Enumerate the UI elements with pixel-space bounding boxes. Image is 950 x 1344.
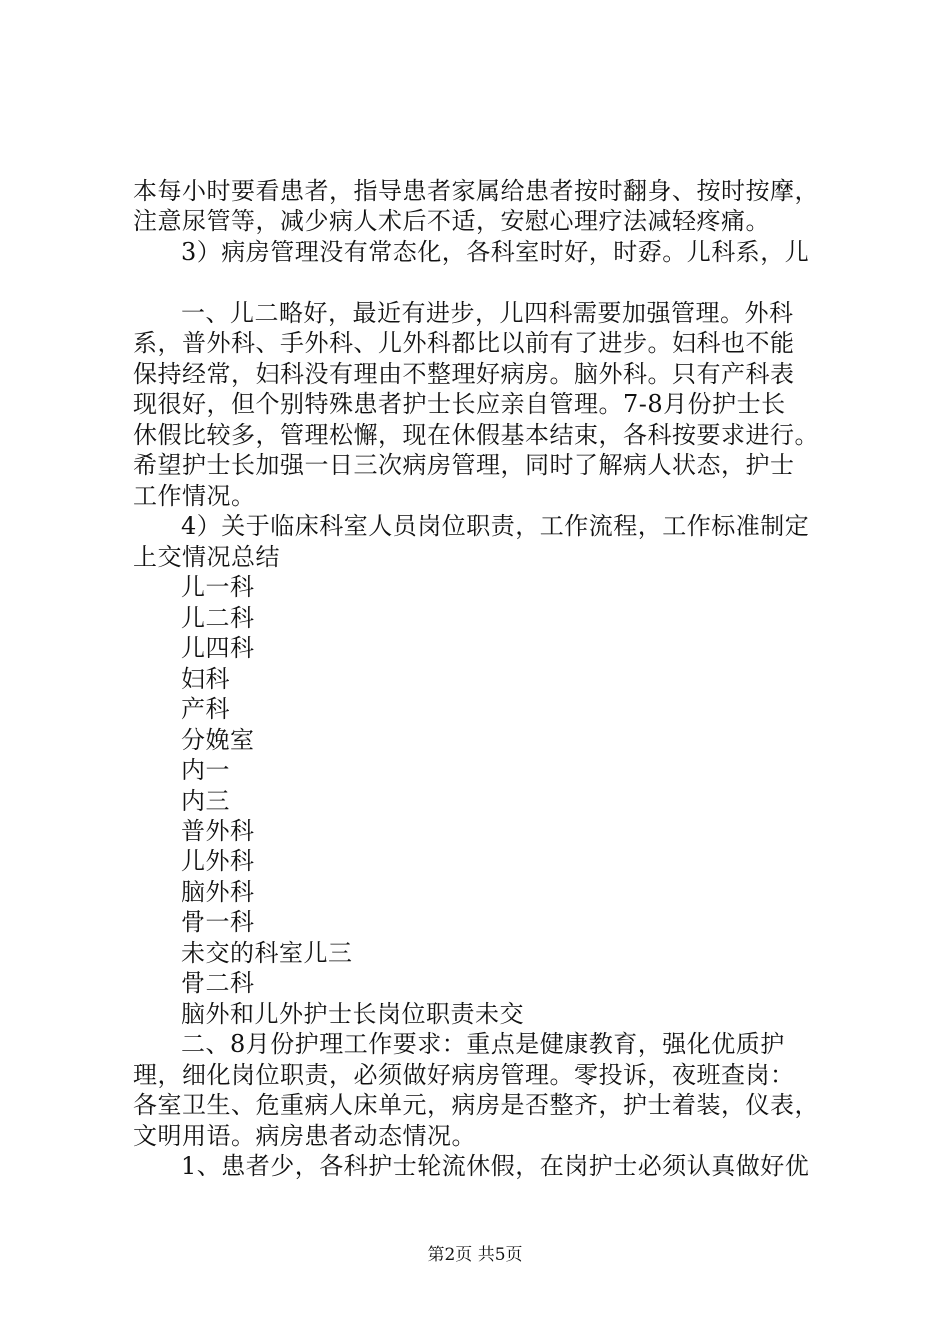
list-item: 分娩室 bbox=[181, 726, 255, 754]
paragraph-line: 系，普外科、手外科、儿外科都比以前有了进步。妇科也不能 bbox=[133, 329, 795, 357]
paragraph-line: 希望护士长加强一日三次病房管理，同时了解病人状态，护士 bbox=[133, 451, 795, 479]
paragraph-line: 1、患者少，各科护士轮流休假，在岗护士必须认真做好优 bbox=[181, 1152, 810, 1180]
list-item: 普外科 bbox=[181, 817, 255, 845]
list-item: 骨二科 bbox=[181, 969, 255, 997]
list-item: 未交的科室儿三 bbox=[181, 939, 353, 967]
paragraph-line: 工作情况。 bbox=[133, 482, 256, 510]
paragraph-line: 现很好，但个别特殊患者护士长应亲自管理。7-8月份护士长 bbox=[133, 390, 786, 418]
paragraph-line: 理，细化岗位职责，必须做好病房管理。零投诉，夜班查岗： bbox=[133, 1061, 795, 1089]
paragraph-line: 二、8月份护理工作要求：重点是健康教育，强化优质护 bbox=[181, 1030, 785, 1058]
list-item: 骨一科 bbox=[181, 908, 255, 936]
list-item: 妇科 bbox=[181, 665, 230, 693]
paragraph-line: 注意尿管等，减少病人术后不适，安慰心理疗法减轻疼痛。 bbox=[133, 207, 770, 235]
paragraph-line: 休假比较多，管理松懈，现在休假基本结束，各科按要求进行。 bbox=[133, 421, 819, 449]
list-item: 脑外和儿外护士长岗位职责未交 bbox=[181, 1000, 524, 1028]
paragraph-line: 本每小时要看患者，指导患者家属给患者按时翻身、按时按摩， bbox=[133, 177, 819, 205]
list-item: 儿二科 bbox=[181, 604, 255, 632]
paragraph-line: 文明用语。病房患者动态情况。 bbox=[133, 1122, 476, 1150]
list-item: 内一 bbox=[181, 756, 230, 784]
list-item: 产科 bbox=[181, 695, 230, 723]
list-item: 儿四科 bbox=[181, 634, 255, 662]
page-footer: 第2页 共5页 bbox=[427, 1245, 523, 1265]
paragraph-line: 上交情况总结 bbox=[133, 543, 280, 571]
list-item: 儿外科 bbox=[181, 847, 255, 875]
paragraph-line: 4）关于临床科室人员岗位职责，工作流程，工作标准制定 bbox=[181, 512, 810, 540]
paragraph-line: 保持经常，妇科没有理由不整理好病房。脑外科。只有产科表 bbox=[133, 360, 795, 388]
paragraph-line: 各室卫生、危重病人床单元，病房是否整齐，护士着装，仪表， bbox=[133, 1091, 819, 1119]
list-item: 脑外科 bbox=[181, 878, 255, 906]
list-item: 儿一科 bbox=[181, 573, 255, 601]
paragraph-line: 一、儿二略好，最近有进步，儿四科需要加强管理。外科 bbox=[181, 299, 794, 327]
list-item: 内三 bbox=[181, 787, 230, 815]
paragraph-line: 3）病房管理没有常态化，各科室时好，时孬。儿科系，儿 bbox=[181, 238, 810, 266]
